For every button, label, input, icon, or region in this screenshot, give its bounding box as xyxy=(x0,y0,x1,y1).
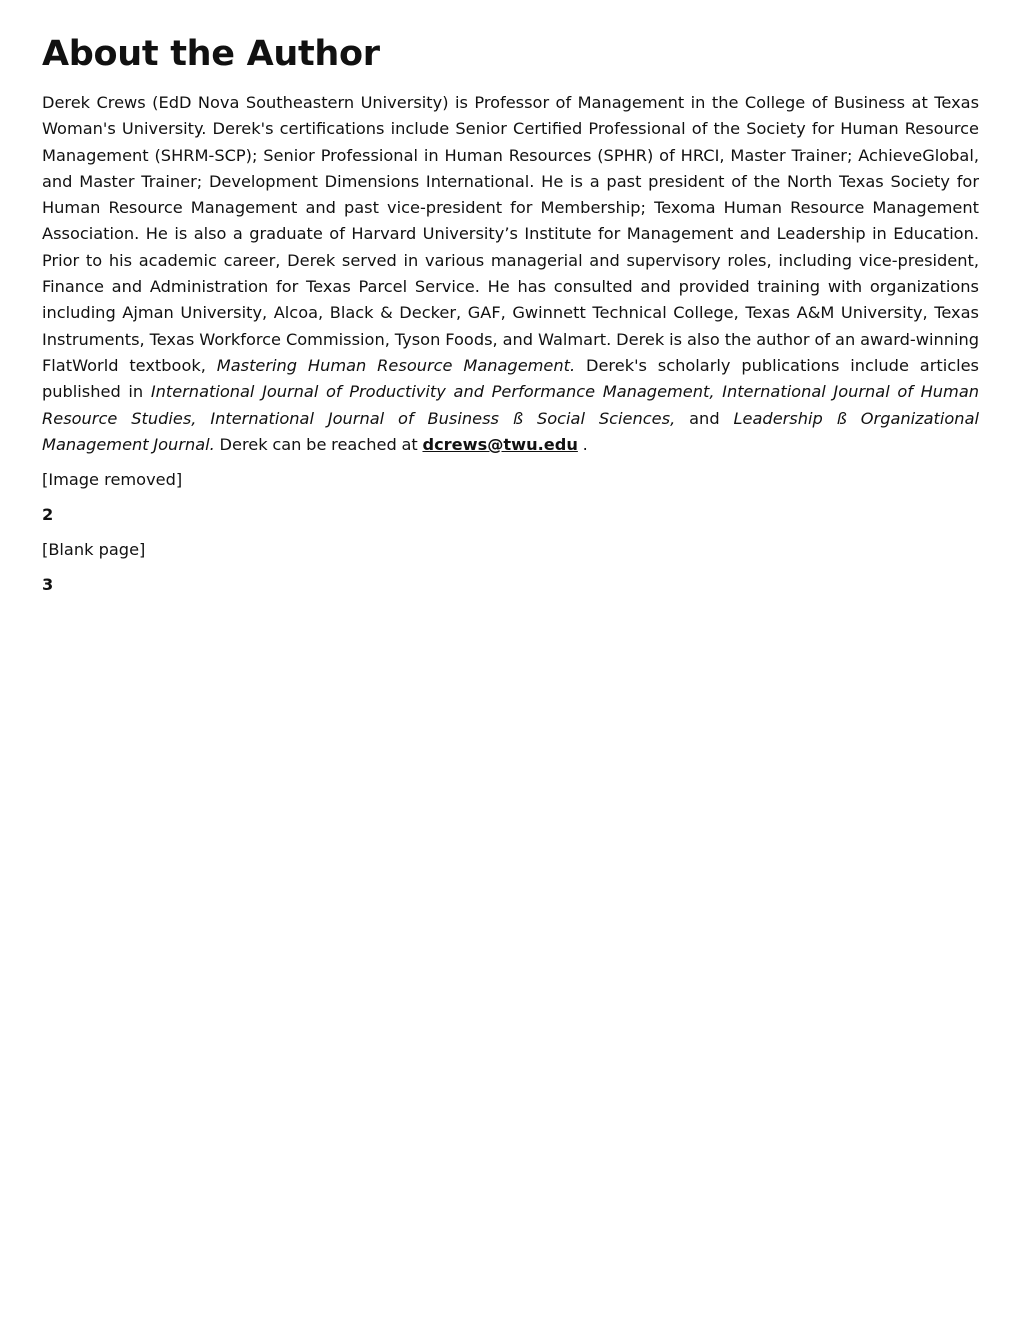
author-bio xyxy=(42,90,979,458)
journal-list-1: International Journal of Productivity and Performance Management, International Journal of Human Resource Studies, International Journal of Business ß Social Sciences, xyxy=(42,382,979,428)
bio-and-text: and xyxy=(675,408,734,428)
page-number-2: 2 xyxy=(42,505,54,525)
bio-text-part3: Derek can be reached at xyxy=(214,434,423,454)
journal-list-2: Leadership ß Organizational Management Journal. xyxy=(42,408,979,454)
page-title: About the Author xyxy=(42,34,380,74)
book-title: Mastering Human Resource Management. xyxy=(216,355,576,375)
bio-text-part2: Derek's scholarly publications include articles published in xyxy=(42,355,979,402)
page-number-3: 3 xyxy=(42,575,54,595)
bio-ending: . xyxy=(577,434,588,454)
image-removed-note: [Image removed] xyxy=(42,470,183,490)
blank-page-note: [Blank page] xyxy=(42,540,146,560)
document-page xyxy=(0,0,1020,598)
email-link[interactable]: dcrews@twu.edu xyxy=(422,434,578,454)
bio-text-part1: Derek Crews (EdD Nova Southeastern University) is Professor of Management in the College of Business at Texas Woman's University. Derek's certifications include Senior Certified Professional of the Society for Human Resource Management (SHRM-SCP); Senior Professional in Human Resources (SPHR) of HRCI, Master Trainer; AchieveGlobal, and Master Trainer; Development Dimensions International. He is a past president of the North Texas Society for Human Resource Management and past vice-president for Membership; Texoma Human Resource Management Association. He is also a graduate of Harvard University’s Institute for Management and Leadership in Education. Prior to his academic career, Derek served in various managerial and supervisory roles, including vice-president, Finance and Administration for Texas Parcel Service. He has consulted and provided training with organizations including Ajman University, Alcoa, Black & Decker, GAF, Gwinnett Technical College, Texas A&M University, Texas Instruments, Texas Workforce Commission, Tyson Foods, and Walmart. Derek is also the author of an award-winning FlatWorld textbook, xyxy=(42,93,979,375)
